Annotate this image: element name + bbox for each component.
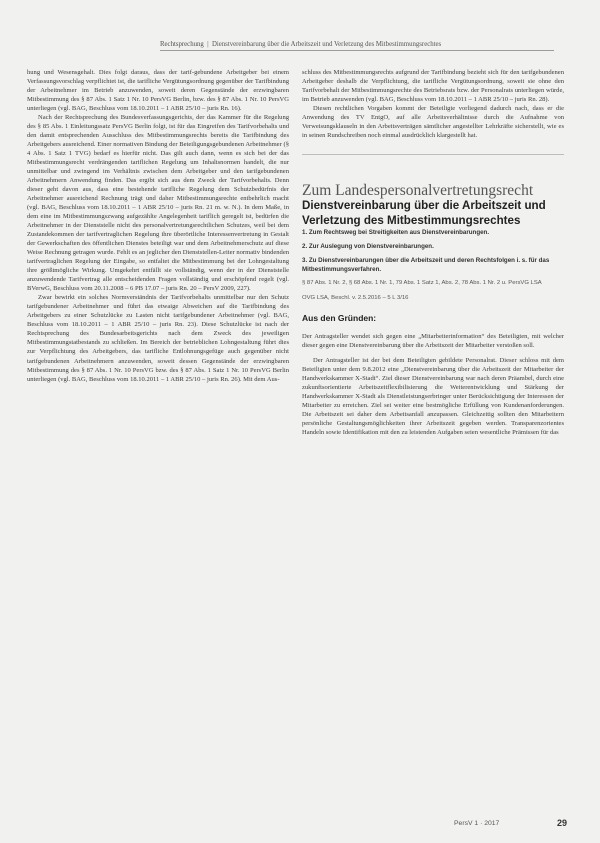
- body-paragraph: schluss des Mitbestimmungsrechts aufgrund der Tarifbindung bezieht sich für den tarifgebundenen Arbeitgeber deshalb die Verpflichtung, die tarifliche Vergütungsordnung, soweit sie ohne den Tarifvorbehalt der Mitbestimmungsrechte des Betriebsrats bzw. der Personalrats unterliegen würde, im Betrieb anzuwenden (vgl. BAG, Beschluss vom 18.10.2011 – 1 ABR 25/10 – juris Rn. 28).: [302, 69, 564, 104]
- header-title: Dienstvereinbarung über die Arbeitszeit und Verletzung des Mitbestimmungsrechtes: [211, 41, 442, 48]
- article-subtitle: Zum Landespersonalvertretungsrecht: [302, 182, 534, 200]
- left-column: [27, 68, 289, 818]
- page-number: 29: [557, 818, 568, 828]
- right-column: [302, 68, 564, 822]
- journal-footer: PersV 1 · 2017: [454, 820, 500, 827]
- body-paragraph: Diesen rechtlichen Vorgaben kommt der Beteiligte vorliegend dadurch nach, dass er die Anwendung des TV EntgO, auf alle Arbeitsverhältnisse durch die Aufnahme von Verweisungsklauseln in den Arbeitsverträgen sämtlicher angestellter Lehrkräfte sicherstellt, wie es in seinen Rundschreiben noch einmal ausdrücklich klargestellt hat.: [302, 105, 564, 140]
- body-paragraph: Der Antragsteller wendet sich gegen eine „Mitarbeiterinformation“ des Beteiligten, mit welcher dieser gegen eine Dienstvereinbarung über die Arbeitszeit der Mitarbeiter verstoßen soll.: [302, 332, 564, 349]
- court-citation: OVG LSA, Beschl. v. 2.5.2016 – 5 L 3/16: [302, 294, 409, 301]
- body-paragraph: hung und Wesensgehalt. Dies folgt daraus, dass der tarif-gebundene Arbeitgeber bei einem Verfassungsvorschlag verpflichtet ist, die tarifliche Vergütungsordnung gegenüber der Tarifbindung der Arbeitnehmer im Betrieb anzuwenden, soweit deren Gegenstände der erzwingbaren Mitbestimmung des § 87 Abs. 1 Satz 1 Nr. 10 PersVG Berlin, bzw. des § 87 Abs. 1 Nr. 10 PersVG unterliegen (vgl. BAG, Beschluss vom 18.10.2011 – 1 ABR 25/10 – juris Rn. 16).: [27, 69, 289, 113]
- body-paragraph: Nach der Rechtsprechung des Bundesverfassungsgerichts, der das Kammer für die Regelung des § 85 Abs. 1 Einleitungssatz PersVG Berlin folgt, ist für das Eingreifen des Tarifvorbehalts und den damit entsprechenden Ausschluss des Mitbestimmungsrechts bereits die Tarifbindung des Arbeitgebers ausreichend. Einer normativen Bindung der Beteiligungsgebundenen Arbeitnehmer (§ 4 Abs. 1 Satz 1 TVG) bedarf es hierfür nicht. Das gilt auch dann, wenn es sich bei der das Mitbestimmungsrecht verdrängenden tariflichen Regelung um Inhaltsnormen handelt, die nur unmittelbar und zwingend im Verhältnis zwischen dem Arbeitgeber und den tarifgebundenen Arbeitnehmern Anwendung finden. Das ergibt sich aus dem Zweck der Tarifvorbehalts. Denn dieser geht davon aus, dass eine bestehende tarifliche Regelung dem Schutzbedürfnis der Arbeitnehmer ausreichend Rechnung trägt und daher Mitbestimmungsrechte entbehrlich macht (vgl. BAG, Beschluss vom 18.10.2011 – 1 ABR 25/10 – juris Rn. 21 m. w. N.). In dem Maße, in dem eine im Mitbestimmungszwang aufgezählte Angelegenheit tariflich geregelt ist, bedürfen die Arbeitnehmer in der Dienststelle nicht des personalvertretungsrechtlichen Schutzes, weil bei dem Zustandekommen der tarifvertraglichen Regelung ihre überörtliche Interessenvertretung in Gestalt der Gewerkschaften des öffentlichen Dienstes beteiligt war und dem Arbeitnehmerschutz auf diese Weise Rechnung getragen wurde. Fehlt es an jeglicher den Dienststellen-Leiter normativ bindenden tarifvertraglichen Regelung der Eingabe, so entfaltet die Mitbestimmung bei der Lohngestaltung ihre größtmögliche Wirkung. Umgekehrt entfällt sie vollständig, wenn der in der Dienststelle anzuwendende Tarifvertrag alle entscheidenden Fragen vollständig und erschöpfend regelt (vgl. BVerwG, Beschluss vom 20.11.2008 – 6 PB 17.07 – juris Rn. 20 – PersV 2009, 227).: [27, 114, 289, 293]
- leitsatz: 2. Zur Auslegung von Dienstvereinbarungen.: [302, 243, 434, 251]
- article-title: Dienstvereinbarung über die Arbeitszeit und Verletzung des Mitbestimmungsrechtes: [302, 199, 546, 227]
- header-section: Rechtsprechung: [160, 41, 204, 48]
- running-header: Rechtsprechung | Dienstvereinbarung über die Arbeitszeit und Verletzung des Mitbestimmungsrechtes: [160, 40, 554, 51]
- body-paragraph: Der Antragsteller ist der bei dem Beteiligten gebildete Personalrat. Dieser schloss mit dem Beteiligten unter dem 9.8.2012 eine „Dienstvereinbarung über die Arbeitszeit der Mitarbeiter der Handwerkskammer X-Stadt“. Ziel dieser Dienstvereinbarung war nach deren Präambel, durch eine zukunftsorientierte Arbeitszeitflexibilisierung die Weiterentwicklung und Stärkung der Handwerkskammer X-Stadt als Dienstleistungserbringer unter Berücksichtigung der Interessen der Mitarbeiter zu erreichen. Ziel sei weiter eine bestmögliche Erfüllung von Kundenanforderungen. Die Arbeitszeit sei daher dem Arbeitsanfall anzupassen. Gleichzeitig sollten den Mitarbeitern persönliche Gestaltungsmöglichkeiten ihrer Arbeitszeit gegeben werden. Transparenzorientes Handeln sowie Identifikation mit den zu leistenden Aufgaben seien wesentliche Prämissen für das: [302, 356, 564, 436]
- norm-references: § 87 Abs. 1 Nr. 2, § 68 Abs. 1 Nr. 1, 79 Abs. 1 Satz 1, Abs. 2, 78 Abs. 1 Nr. 2 u. PersVG LSA: [302, 280, 542, 287]
- leitsatz: 3. Zu Dienstvereinbarungen über die Arbeitszeit und deren Rechtsfolgen i. s. für das Mitbestimmungsverfahren.: [302, 257, 550, 274]
- leitsatz: 1. Zum Rechtsweg bei Streitigkeiten aus Dienstvereinbarungen.: [302, 229, 490, 237]
- body-paragraph: Zwar bewirkt ein solches Normverständnis der Tarifvorbehalts unmittelbar nur den Schutz tarifgebundener Arbeitnehmer und führt das etwaige Abweichen auf die Tarifbindung des Arbeitgebers zu einer Schutzlücke zu Lasten nicht tarifgebundener Arbeitnehmer (vgl. BAG, Beschluss vom 18.10.2011 – 1 ABR 25/10 – juris Rn. 23). Diese Schutzlücke ist nach der Rechtsprechung des Bundesarbeitsgerichts nach dem Zweck des jeweiligen Mitbestimmungstatbestands zu schließen. Im Bereich der betrieblichen Lohngestaltung führt dies zur Verpflichtung des Arbeitgebers, das tarifliche Entlohnungsgefüge auch gegenüber nicht tarifgebundenen Arbeitnehmern anzuwenden, soweit dessen Gegenstände der erzwingbaren Mitbestimmung des § 87 Abs. 1 Nr. 10 PersVG bzw. des § 87 Abs. 1 Satz 1 Nr. 10 PersVG Berlin unterliegen (vgl. BAG, Beschluss vom 18.10.2011 – 1 ABR 25/10 – juris Rn. 26). Mit dem Aus-: [27, 294, 289, 383]
- section-divider: [302, 154, 564, 155]
- reasons-heading: Aus den Gründen:: [302, 312, 377, 323]
